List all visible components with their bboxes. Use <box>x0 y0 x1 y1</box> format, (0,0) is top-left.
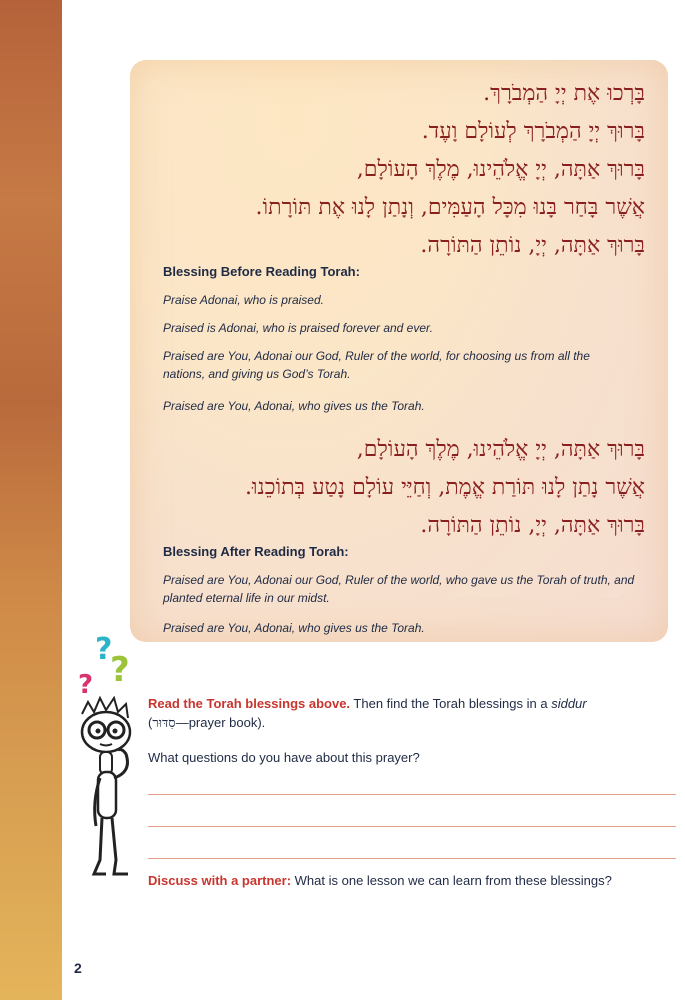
hebrew-line: בָּרְכוּ אֶת יְיָ הַמְבֹרָךְ. <box>483 81 645 106</box>
hebrew-line: אֲשֶׁר בָּחַר בָּנוּ מִכָּל הָעַמִּים, וְנָתַן לָנוּ אֶת תּוֹרָתוֹ. <box>255 195 645 220</box>
hebrew-line: בָּרוּךְ יְיָ הַמְבֹרָךְ לְעוֹלָם וָעֶד. <box>421 119 645 144</box>
translation-line: Praised are You, Adonai our God, Ruler of the world, who gave us the Torah of truth, and planted eternal life in our midst. <box>163 573 635 605</box>
discuss-text: What is one lesson we can learn from these blessings? <box>291 873 612 888</box>
hebrew-line: בָּרוּךְ אַתָּה, יְיָ אֱלֹהֵינוּ, מֶלֶךְ הָעוֹלָם, <box>356 437 645 462</box>
siddur-term: siddur <box>551 696 587 711</box>
hebrew-line: בָּרוּךְ אַתָּה, יְיָ אֱלֹהֵינוּ, מֶלֶךְ הָעוֹלָם, <box>356 157 645 182</box>
blessing-before-heading: Blessing Before Reading Torah: <box>163 264 360 279</box>
answer-line[interactable] <box>148 826 676 827</box>
translation-line: Praised are You, Adonai, who gives us the Torah. <box>163 621 425 635</box>
translation-line: Praised are You, Adonai, who gives us the Torah. <box>163 399 425 413</box>
read-instruction-bold: Read the Torah blessings above. <box>148 696 351 711</box>
thinking-character-illustration <box>70 632 150 892</box>
hebrew-line: בָּרוּךְ אַתָּה, יְיָ, נוֹתֵן הַתּוֹרָה. <box>420 233 645 258</box>
decorative-sidebar <box>0 0 62 1000</box>
answer-line[interactable] <box>148 794 676 795</box>
read-instructions: Read the Torah blessings above. Then find the Torah blessings in a siddur (סִדּוּר—prayer book). <box>148 696 587 731</box>
translation-line: Praised is Adonai, who is praised forever and ever. <box>163 321 433 335</box>
hebrew-line: בָּרוּךְ אַתָּה, יְיָ, נוֹתֵן הַתּוֹרָה. <box>420 513 645 538</box>
blessing-after-heading: Blessing After Reading Torah: <box>163 544 349 559</box>
discuss-prompt <box>148 871 668 890</box>
discuss-bold: Discuss with a partner: <box>148 873 292 888</box>
question-mark-icon: ? <box>78 670 94 700</box>
question-mark-icon: ? <box>95 632 113 667</box>
answer-line[interactable] <box>148 858 676 859</box>
page-number: 2 <box>74 960 82 976</box>
hebrew-line: אֲשֶׁר נָתַן לָנוּ תּוֹרַת אֱמֶת, וְחַיֵּי עוֹלָם נָטַע בְּתוֹכֵנוּ. <box>244 475 645 500</box>
question-mark-icon: ? <box>110 650 130 690</box>
read-instruction-text-2: —prayer book). <box>175 715 266 730</box>
translation-line: Praise Adonai, who is praised. <box>163 293 324 307</box>
siddur-hebrew: סִדּוּר <box>152 716 176 731</box>
character-figure-icon <box>70 632 150 892</box>
read-instruction-text: Then find the Torah blessings in a <box>350 696 552 711</box>
questions-prompt: What questions do you have about this prayer? <box>148 750 420 765</box>
translation-line: Praised are You, Adonai our God, Ruler of the world, for choosing us from all the nations, and giving us God’s Torah. <box>163 349 590 381</box>
